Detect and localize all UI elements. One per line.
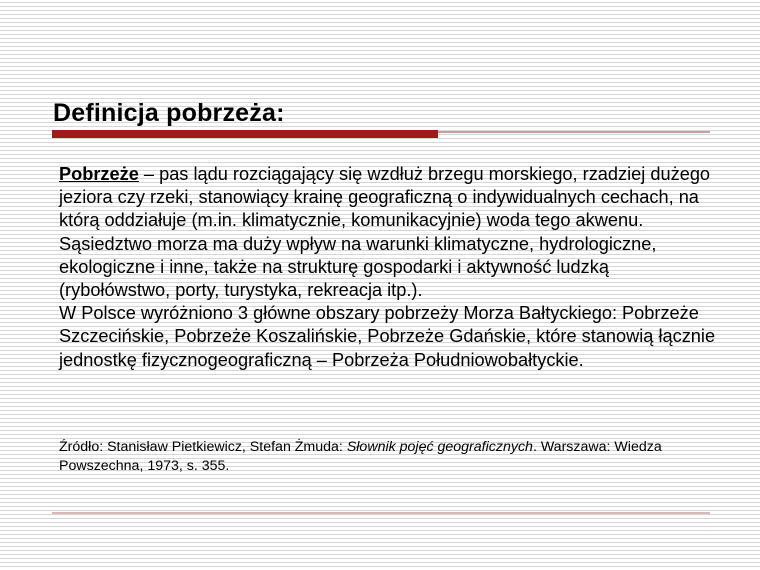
source-book-title: Słownik pojęć geograficznych bbox=[346, 439, 533, 455]
definition-paragraph bbox=[59, 163, 719, 233]
influence-paragraph: Sąsiedztwo morza ma duży wpływ na warunki klimatyczne, hydrologiczne, ekologiczne i inne, także na strukturę gospodarki i aktywność ludzką (rybołówstwo, porty, turystyka, rekreacja itp.). bbox=[59, 233, 657, 301]
source-suffix: . Warszawa: Wiedza Powszechna, 1973, s. 355. bbox=[59, 439, 662, 474]
defined-term: Pobrzeże bbox=[59, 164, 139, 184]
bottom-divider bbox=[52, 512, 710, 514]
title-underline-accent bbox=[52, 130, 438, 138]
definition-text: – pas lądu rozciągający się wzdłuż brzegu morskiego, rzadziej dużego jeziora czy rzeki, stanowiący krainę geograficzną o indywidualnych cechach, na którą oddziałuje (m.in. klimatycznie, komunikacyjnie) woda tego akwenu. bbox=[59, 164, 711, 231]
slide-title: Definicja pobrzeża: bbox=[53, 99, 285, 127]
source-prefix: Źródło: Stanisław Pietkiewicz, Stefan Żmuda: bbox=[59, 439, 347, 455]
slide-body bbox=[59, 163, 719, 372]
poland-paragraph: W Polsce wyróżniono 3 główne obszary pobrzeży Morza Bałtyckiego: Pobrzeże Szczecińskie, Pobrzeże Koszalińskie, Pobrzeże Gdańskie, które stanowią łącznie jednostkę fizycznogeograficzną – Pobrzeża Południowobałtyckie. bbox=[59, 303, 716, 370]
source-citation bbox=[59, 438, 719, 476]
title-underline-thin bbox=[438, 131, 710, 133]
